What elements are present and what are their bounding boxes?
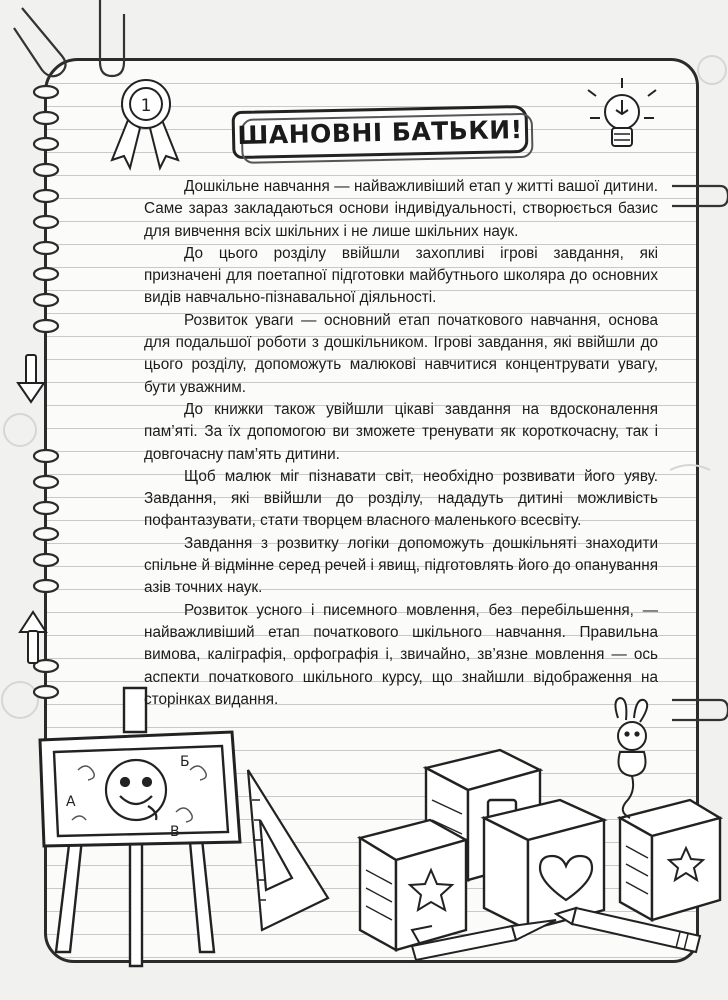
arrow-down-icon [18, 355, 44, 402]
award-number: 1 [140, 96, 152, 116]
paper-clip-right-icon [672, 186, 728, 720]
paragraph-3: Розвиток уваги — основний етап початкового навчання, основа для подальшої роботи з дошкільником. Ігрові завдання, які ввійшли до цього розділу, допоможуть малюкові навчитися концентрувати увагу, бути уважним. [144, 311, 658, 396]
paragraph-5: Щоб малюк міг пізнавати світ, необхідно розвивати його уяву. Завдання, які ввійшли до розділу, нададуть дитині можливість пофантазувати, стати творцем власного маленького всесвіту. [144, 467, 658, 530]
page-title: ШАНОВНІ БАТЬКИ! [237, 114, 523, 150]
paper-clip-icon [14, 0, 124, 76]
paragraph-4: До книжки також увійшли цікаві завдання на вдосконалення пам’яті. За їх допомогою ви зможете тренувати як короткочасну, так і довгочасну пам’ять дитини. [144, 400, 658, 463]
bunny-toy-icon [615, 698, 647, 818]
ruler-triangle-icon [248, 770, 328, 930]
paragraph-7: Розвиток усного і писемного мовлення, без перебільшення, — найважливіший етап початкового шкільного навчання. Правильна вимова, каліграфія, орфографія і, звичайно, зв’язне мовлення — ось аспекти початкового шкільного курсу, що знайшли відображення на сторінках видання. [144, 601, 658, 708]
smiley-icon [106, 760, 166, 820]
easel-letter-a: А [66, 794, 76, 810]
easel-icon [40, 688, 240, 966]
light-bulb-icon [588, 78, 656, 146]
paragraph-6: Завдання з розвитку логіки допоможуть дошкільняті знаходити спільне й відмінне серед речей і явищ, підготовлять його до опанування азів точних наук. [144, 534, 658, 597]
arrow-up-icon [20, 612, 46, 663]
pencil-icon [556, 908, 700, 952]
paragraph-1: Дошкільне навчання — найважливіший етап у житті вашої дитини. Саме зараз закладаються основи індивідуальності, створюється базис для вивчення всіх шкільних і не лише шкільних наук. [144, 178, 658, 240]
easel-letter-b: Б [180, 754, 190, 770]
easel-letter-v: В [170, 824, 180, 840]
title-banner [232, 105, 529, 159]
body-text [144, 176, 658, 711]
award-ribbon-icon [112, 80, 178, 168]
paragraph-2: До цього розділу ввійшли захопливі ігрові завдання, які призначені для поетапної підготовки майбутнього школяра до основних видів навчально-пізнавальної діяльності. [144, 244, 658, 307]
